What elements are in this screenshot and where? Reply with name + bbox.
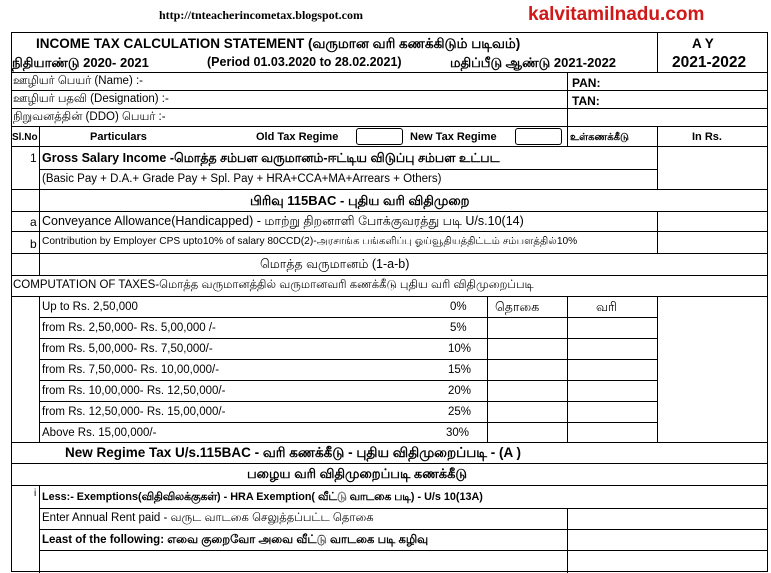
slab-rate: 25% [448, 406, 472, 418]
assessment-year-tamil: மதிப்பீடு ஆண்டு 2021-2022 [450, 55, 617, 70]
new-regime-checkbox[interactable] [515, 128, 562, 145]
conveyance-allowance-label: Conveyance Allowance(Handicapped) - மாற்று திறனாளி போக்குவரத்து படி U/s.10(14) [42, 214, 524, 228]
slab-rate: 30% [446, 427, 470, 439]
tax-statement-sheet [11, 32, 768, 572]
pan-label: PAN: [572, 76, 601, 90]
slab-range: from Rs. 5,00,000- Rs. 7,50,000/- [42, 343, 213, 355]
slab-range: from Rs. 12,50,000- Rs. 15,00,000/- [42, 406, 226, 418]
col-particulars: Particulars [90, 131, 147, 143]
annual-rent-label: Enter Annual Rent paid - வருட வாடகை செலுத்தப்பட்ட தொகை [42, 512, 374, 524]
period: (Period 01.03.2020 to 28.02.2021) [207, 55, 402, 69]
slab-range: from Rs. 2,50,000- Rs. 5,00,000 /- [42, 322, 216, 334]
slab-rate: 5% [450, 322, 467, 334]
slab-rate: 15% [448, 364, 472, 376]
tan-label: TAN: [572, 94, 600, 108]
blog-url: http://tnteacherincometax.blogspot.com [159, 8, 363, 22]
exemption-roman-numeral: i [34, 488, 37, 499]
computation-heading: COMPUTATION OF TAXES-மொத்த வருமானத்தில் வருமானவரி கணக்கீடு புதிய வரி விதிமுறைப்படி [13, 279, 534, 291]
slab-rate: 0% [450, 301, 467, 313]
total-income-label: மொத்த வருமானம் (1-a-b) [260, 257, 410, 271]
col-old-regime: Old Tax Regime [256, 131, 339, 143]
row1-number: 1 [30, 151, 37, 165]
col-amount: In Rs. [692, 131, 722, 143]
gross-salary-components: (Basic Pay + D.A.+ Grade Pay + Spl. Pay + HRA+CCA+MA+Arrears + Others) [42, 173, 442, 185]
new-regime-tax-total: New Regime Tax U/s.115BAC - வரி கணக்கீடு - புதிய விதிமுறைப்படி - (A ) [65, 445, 521, 460]
slab-rate: 20% [448, 385, 472, 397]
slab-rate: 10% [448, 343, 472, 355]
old-regime-checkbox[interactable] [356, 128, 403, 145]
gross-salary-label: Gross Salary Income -மொத்த சம்பள வருமானம்-ஈட்டிய விடுப்பு சம்பள உட்பட [42, 151, 500, 165]
ay-value: 2021-2022 [672, 54, 747, 71]
col-slno: Sl.No [12, 132, 38, 143]
financial-year: நிதியாண்டு 2020- 2021 [12, 55, 149, 70]
least-of-following-label: Least of the following: எவை குறைவோ அவை வீட்டு வாடகை படி கழிவு [42, 534, 429, 546]
brand-logo: kalvitamilnadu.com [528, 4, 705, 25]
ddo-name: நிறுவனத்தின் (DDO) பெயர் :- [13, 111, 166, 123]
row-a-letter: a [30, 215, 37, 229]
row-b-letter: b [30, 237, 37, 251]
employee-name: ஊழியர் பெயர் (Name) :- [13, 75, 143, 87]
slab-amount-header: தொகை [495, 300, 540, 314]
old-regime-heading: பழைய வரி விதிமுறைப்படி கணக்கீடு [247, 466, 468, 481]
hra-exemption-label: Less:- Exemptions(விதிவிலக்குகள்) - HRA Exemption( வீட்டு வாடகை படி) - U/s 10(13A) [42, 491, 483, 503]
slab-range: from Rs. 7,50,000- Rs. 10,00,000/- [42, 364, 220, 376]
slab-range: Above Rs. 15,00,000/- [42, 427, 157, 439]
slab-range: from Rs. 10,00,000- Rs. 12,50,000/- [42, 385, 226, 397]
section-115bac-heading: பிரிவு 115BAC - புதிய வரி விதிமுறை [250, 193, 470, 208]
col-new-regime: New Tax Regime [410, 131, 497, 143]
employee-designation: ஊழியர் பதவி (Designation) :- [13, 93, 169, 105]
ay-label: A Y [692, 36, 714, 51]
col-section: உள்கணக்கீடு [570, 132, 629, 143]
slab-tax-header: வரி [596, 300, 617, 314]
employer-cps-label: Contribution by Employer CPS upto10% of salary 80CCD(2)-அரசாங்க பங்களிப்பு ஓய்வூதியத்திட்டம் சம்பளத்தில்10% [42, 236, 578, 247]
form-title: INCOME TAX CALCULATION STATEMENT (வருமான வரி கணக்கிடும் படிவம்) [36, 36, 521, 51]
slab-range: Up to Rs. 2,50,000 [42, 301, 138, 313]
